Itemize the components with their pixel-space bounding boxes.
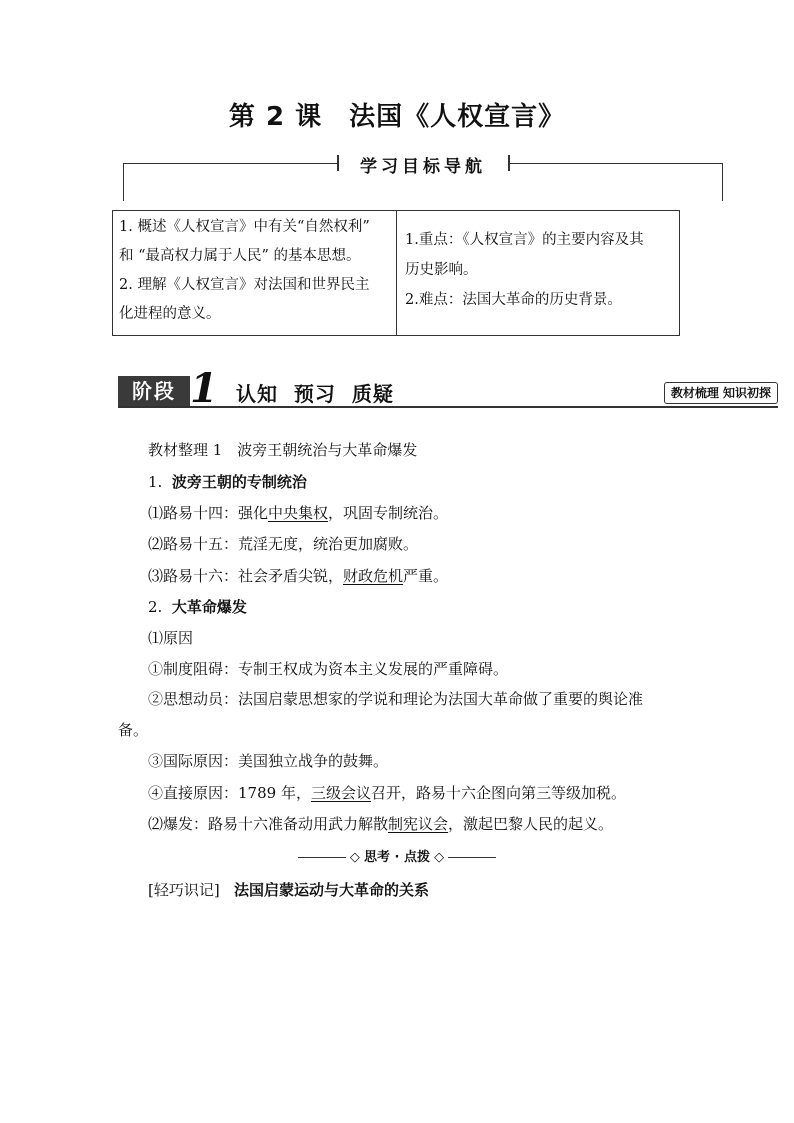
page-title: 第 2 课 法国《人权宣言》	[228, 102, 566, 132]
underlined-term: 三级会议	[310, 784, 371, 802]
paragraph: 备。	[118, 721, 149, 739]
goal-line: 化进程的意义。	[119, 306, 221, 322]
text-run: ④直接原因：1789 年，	[148, 784, 311, 802]
learning-goals-title: 学习目标导航	[360, 157, 486, 177]
memo-heading	[148, 879, 429, 900]
stage-divider	[118, 406, 778, 408]
section-heading: 教材整理 1 波旁王朝统治与大革命爆发	[148, 441, 418, 459]
underlined-term: 财政危机	[343, 567, 404, 585]
think-divider	[0, 846, 794, 865]
key-point-line: 历史影响。	[405, 262, 478, 278]
learning-goals-header	[123, 152, 723, 202]
memo-label: [轻巧识记]	[148, 881, 220, 899]
paragraph: ①制度阻碍：专制王权成为资本主义发展的严重障碍。	[148, 660, 509, 678]
subheading-number: 1.	[148, 473, 163, 491]
subheading-1	[148, 471, 307, 492]
goal-line: 1. 概述《人权宣言》中有关“自然权利”	[119, 219, 370, 235]
text-run: ，巩固专制统治。	[328, 504, 449, 522]
paragraph	[148, 565, 448, 586]
paragraph: ②思想动员：法国启蒙思想家的学说和理论为法国大革命做了重要的舆论准	[148, 690, 644, 708]
subheading-2	[148, 596, 247, 617]
underlined-term: 中央集权	[268, 504, 329, 522]
goals-left-cell	[113, 211, 397, 335]
paragraph	[148, 813, 613, 834]
text-run: ，激起巴黎人民的起义。	[448, 815, 614, 833]
goal-line: 2. 理解《人权宣言》对法国和世界民主	[119, 277, 370, 293]
subheading-text: 波旁王朝的专制统治	[171, 473, 307, 491]
stage-banner	[118, 365, 778, 412]
diamond-icon: ◇	[349, 850, 360, 865]
goals-table	[112, 210, 680, 336]
text-run: ⑶路易十六：社会矛盾尖锐，	[148, 567, 344, 585]
goals-right-cell	[397, 211, 679, 335]
key-point-line: 1.重点：《人权宣言》的主要内容及其	[405, 232, 644, 248]
paragraph: ③国际原因：美国独立战争的鼓舞。	[148, 752, 389, 770]
stage-tag: 教材梳理 知识初探	[664, 382, 778, 404]
paragraph	[148, 782, 626, 803]
stage-label: 阶段	[118, 376, 190, 406]
paragraph: ⑵路易十五：荒淫无度，统治更加腐败。	[148, 535, 419, 553]
divider-line	[298, 857, 346, 858]
subheading-number: 2.	[148, 598, 163, 616]
underlined-term: 制宪议会	[388, 815, 449, 833]
memo-text: 法国启蒙运动与大革命的关系	[234, 881, 430, 899]
stage-text: 认知 预习 质疑	[236, 382, 394, 406]
text-run: 严重。	[403, 567, 449, 585]
paragraph: ⑴原因	[148, 629, 194, 647]
paragraph	[148, 502, 448, 523]
text-run: ⑴路易十四：强化	[148, 504, 269, 522]
subheading-text: 大革命爆发	[171, 598, 247, 616]
divider-line	[448, 857, 496, 858]
think-label: 思考 · 点拨	[364, 850, 430, 865]
difficulty-line: 2.难点：法国大革命的历史背景。	[405, 292, 622, 308]
text-run: 召开，路易十六企图向第三等级加税。	[370, 784, 626, 802]
stage-number: 1	[190, 365, 218, 412]
text-run: ⑵爆发：路易十六准备动用武力解散	[148, 815, 389, 833]
goal-line: 和 “最高权力属于人民” 的基本思想。	[119, 248, 361, 264]
diamond-icon: ◇	[434, 850, 445, 865]
